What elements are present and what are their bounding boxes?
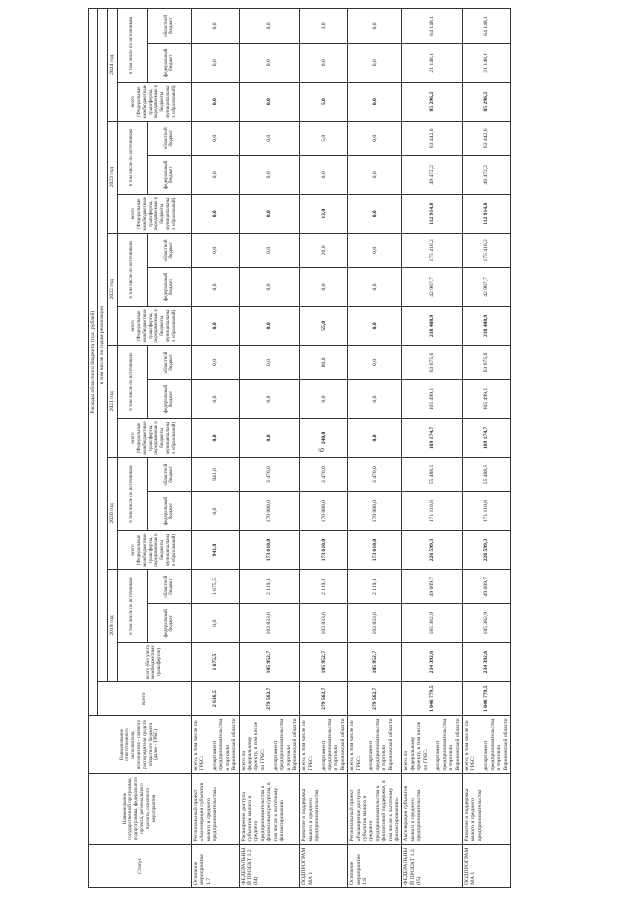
header-incl-sources: в том числе по источникам bbox=[117, 9, 147, 83]
cell-y2019-regional: 1 675,5 bbox=[191, 569, 239, 603]
header-federal: федеральный бюджет bbox=[147, 155, 191, 194]
row-executor: всего, в том числе по ГРБС: департамент предпринимательства и торговли Воронежской области bbox=[191, 716, 239, 773]
cell-y2020-total: 226 599,3 bbox=[402, 531, 463, 570]
header-program-name: Наименование государственной программы, подпрограммы, федерального проекта, регионального проекта, основного мероприятия bbox=[89, 773, 192, 844]
header-federal: федеральный бюджет bbox=[147, 604, 191, 643]
cell-y2021-regional: 80,0 bbox=[300, 345, 348, 379]
cell-y2024-total: 85 296,2 bbox=[402, 82, 463, 121]
page-number: 6 bbox=[317, 448, 326, 452]
cell-y2022-regional: 0,0 bbox=[191, 233, 239, 267]
header-incl-years: в том числе по годам реализации bbox=[98, 9, 107, 682]
cell-y2019-federal: 103 833,6 bbox=[239, 604, 300, 643]
cell-y2023-federal: 49 472,2 bbox=[402, 155, 463, 194]
cell-y2023-regional: 0,0 bbox=[239, 121, 300, 155]
cell-y2021-total: 0,0 bbox=[191, 419, 239, 458]
cell-y2024-total: 5,0 bbox=[300, 82, 348, 121]
row-status: ПОДПРОГРАММА 1 bbox=[300, 844, 348, 887]
header-year-2023: 2023 год bbox=[107, 121, 117, 233]
header-col-total: всего (Федеральные межбюджетные трансферты, передаваемые в бюджеты муниципальных образований) bbox=[117, 82, 191, 121]
cell-y2019-federal: 185 382,9 bbox=[463, 604, 511, 643]
cell-y2021-federal: 0,0 bbox=[348, 380, 402, 419]
cell-y2019-regional: 49 009,7 bbox=[463, 569, 511, 603]
row-total: 279 562,7 bbox=[300, 682, 348, 716]
row-total: 2 616,5 bbox=[191, 682, 239, 716]
cell-y2019-total: 234 392,6 bbox=[402, 643, 463, 682]
row-status: ПОДПРОГРАММА 1 bbox=[463, 844, 511, 887]
header-executor: Наименование ответственного исполнителя, исполнителя - главного распорядителя средств областного бюджета (далее - ГРБС) bbox=[89, 716, 192, 773]
row-status: Основное мероприятие 1.8 bbox=[348, 844, 402, 887]
cell-y2020-federal: 0,0 bbox=[191, 492, 239, 531]
cell-y2024-regional: 64 148,1 bbox=[402, 9, 463, 44]
row-executor: всего, в том числе по ГРБС: департамент предпринимательства и торговли Воронежской области bbox=[463, 716, 511, 773]
cell-y2023-total: 0,0 bbox=[239, 194, 300, 233]
cell-y2021-federal: 105 499,1 bbox=[402, 380, 463, 419]
row-program-name: Расширение доступа субъектов малого и среднего предпринимательства к финансовым ресурсам, в том числе к льготному финансированию bbox=[239, 773, 300, 844]
cell-y2019-total: 234 392,6 bbox=[463, 643, 511, 682]
cell-y2023-regional: 63 442,6 bbox=[402, 121, 463, 155]
cell-y2020-federal: 171 110,8 bbox=[463, 492, 511, 531]
cell-y2020-regional: 55 488,5 bbox=[402, 457, 463, 491]
cell-y2022-federal: 0,0 bbox=[300, 268, 348, 307]
cell-y2019-total: 105 952,7 bbox=[300, 643, 348, 682]
cell-y2022-regional: 0,0 bbox=[239, 233, 300, 267]
header-federal: федеральный бюджет bbox=[147, 43, 191, 82]
cell-y2023-federal: 0,0 bbox=[239, 155, 300, 194]
cell-y2021-total: 169 174,7 bbox=[463, 419, 511, 458]
row-executor: всего, в том числе по ГРБС: департамент предпринимательства и торговли Воронежской области bbox=[300, 716, 348, 773]
table-row bbox=[239, 9, 300, 888]
cell-y2020-federal: 170 080,0 bbox=[239, 492, 300, 531]
row-program-name: Акселерация субъектов малого и среднего предпринимательства bbox=[402, 773, 463, 844]
header-regional: областной бюджет bbox=[147, 121, 191, 155]
cell-y2024-total: 0,0 bbox=[348, 82, 402, 121]
cell-y2024-regional: 64 148,1 bbox=[463, 9, 511, 44]
cell-y2021-federal: 0,0 bbox=[300, 380, 348, 419]
cell-y2019-total: 1 675,5 bbox=[191, 643, 239, 682]
cell-y2024-total: 0,0 bbox=[239, 82, 300, 121]
header-regional: областной бюджет bbox=[147, 345, 191, 379]
header-federal: федеральный бюджет bbox=[147, 492, 191, 531]
cell-y2021-total: 0,0 bbox=[348, 419, 402, 458]
cell-y2019-total: 105 952,7 bbox=[239, 643, 300, 682]
header-regional: областной бюджет bbox=[147, 233, 191, 267]
cell-y2022-total: 0,0 bbox=[348, 306, 402, 345]
cell-y2023-federal: 0,0 bbox=[300, 155, 348, 194]
header-incl-sources: в том числе по источникам bbox=[117, 121, 147, 194]
header-expenses: Расходы областного бюджета (тыс. рублей) bbox=[89, 9, 98, 716]
cell-y2024-total: 85 296,2 bbox=[463, 82, 511, 121]
cell-y2020-federal: 170 080,0 bbox=[348, 492, 402, 531]
cell-y2024-regional: 0,0 bbox=[191, 9, 239, 44]
header-col-total: всего (без учета межбюджетных трансфертов) bbox=[117, 643, 191, 682]
header-regional: областной бюджет bbox=[147, 9, 191, 44]
cell-y2022-federal: 0,0 bbox=[191, 268, 239, 307]
cell-y2022-regional: 175 416,2 bbox=[463, 233, 511, 267]
cell-y2022-regional: 20,0 bbox=[300, 233, 348, 267]
table-row bbox=[402, 9, 463, 888]
table-row bbox=[348, 9, 402, 888]
cell-y2021-total: 240,0 bbox=[300, 419, 348, 458]
cell-y2024-regional: 0,0 bbox=[348, 9, 402, 44]
cell-y2024-federal: 0,0 bbox=[300, 43, 348, 82]
cell-y2024-federal: 0,0 bbox=[191, 43, 239, 82]
cell-y2022-total: 218 408,9 bbox=[463, 306, 511, 345]
cell-y2019-regional: 49 009,7 bbox=[402, 569, 463, 603]
row-total: 1 046 779,5 bbox=[463, 682, 511, 716]
row-program-name: Региональный проект «Расширение доступа субъектов малого и среднего предпринимательства к финансовой поддержке, в том числе к льготному финансированию» bbox=[348, 773, 402, 844]
cell-y2024-total: 0,0 bbox=[191, 82, 239, 121]
cell-y2020-federal: 171 110,8 bbox=[402, 492, 463, 531]
budget-table bbox=[88, 8, 511, 888]
header-col-total: всего (Федеральные межбюджетные трансферты, передаваемые в бюджеты муниципальных образований) bbox=[117, 306, 191, 345]
cell-y2023-regional: 0,0 bbox=[348, 121, 402, 155]
cell-y2022-total: 0,0 bbox=[191, 306, 239, 345]
cell-y2020-federal: 170 080,0 bbox=[300, 492, 348, 531]
header-incl-sources: в том числе по источникам bbox=[117, 233, 147, 306]
cell-y2021-federal: 105 499,1 bbox=[463, 380, 511, 419]
cell-y2020-total: 173 610,0 bbox=[348, 531, 402, 570]
cell-y2019-regional: 2 119,1 bbox=[348, 569, 402, 603]
cell-y2023-regional: 5,0 bbox=[300, 121, 348, 155]
row-program-name: Региональный проект «Акселерация субъектов малого и среднего предпринимательства» bbox=[191, 773, 239, 844]
cell-y2020-regional: 3 470,0 bbox=[348, 457, 402, 491]
header-year-2020: 2020 год bbox=[107, 457, 117, 569]
header-federal: федеральный бюджет bbox=[147, 268, 191, 307]
cell-y2021-total: 169 174,7 bbox=[402, 419, 463, 458]
cell-y2024-federal: 21 148,1 bbox=[402, 43, 463, 82]
header-status: Статус bbox=[89, 844, 192, 887]
cell-y2022-federal: 42 987,7 bbox=[463, 268, 511, 307]
header-incl-sources: в том числе по источникам bbox=[117, 345, 147, 418]
cell-y2021-total: 0,0 bbox=[239, 419, 300, 458]
cell-y2020-total: 226 599,3 bbox=[463, 531, 511, 570]
cell-y2024-federal: 0,0 bbox=[239, 43, 300, 82]
cell-y2019-federal: 0,0 bbox=[191, 604, 239, 643]
cell-y2020-regional: 3 470,0 bbox=[300, 457, 348, 491]
header-year-2019: 2019 год bbox=[107, 569, 117, 681]
row-status: ФЕДЕРАЛЬНЫЙ ПРОЕКТ 1.3 (I5) bbox=[402, 844, 463, 887]
cell-y2019-federal: 185 382,9 bbox=[402, 604, 463, 643]
cell-y2022-total: 218 408,9 bbox=[402, 306, 463, 345]
cell-y2022-federal: 42 987,7 bbox=[402, 268, 463, 307]
header-regional: областной бюджет bbox=[147, 457, 191, 491]
header-incl-sources: в том числе по источникам bbox=[117, 457, 147, 530]
cell-y2019-regional: 2 119,1 bbox=[300, 569, 348, 603]
cell-y2022-regional: 0,0 bbox=[348, 233, 402, 267]
cell-y2023-total: 112 914,8 bbox=[402, 194, 463, 233]
cell-y2023-regional: 0,0 bbox=[191, 121, 239, 155]
header-col-total: всего (Федеральные межбюджетные трансферты, передаваемые в бюджеты муниципальных образований) bbox=[117, 194, 191, 233]
cell-y2024-federal: 0,0 bbox=[348, 43, 402, 82]
header-total: всего bbox=[98, 682, 191, 716]
cell-y2020-regional: 55 488,5 bbox=[463, 457, 511, 491]
row-executor: всего, в том числе по ГРБС: департамент предпринимательства и торговли Воронежской области bbox=[348, 716, 402, 773]
row-executor: всего по федеральному проекту, в том числе по ГРБС: департамент предпринимательства и торговли Воронежской области bbox=[239, 716, 300, 773]
cell-y2024-regional: 0,0 bbox=[239, 9, 300, 44]
table-row bbox=[191, 9, 239, 888]
header-col-total: всего (Федеральные межбюджетные трансферты, передаваемые в бюджеты муниципальных образований) bbox=[117, 419, 191, 458]
cell-y2023-total: 0,0 bbox=[348, 194, 402, 233]
header-year-2022: 2022 год bbox=[107, 233, 117, 345]
cell-y2023-regional: 63 442,6 bbox=[463, 121, 511, 155]
cell-y2024-regional: 3,0 bbox=[300, 9, 348, 44]
cell-y2019-regional: 2 119,1 bbox=[239, 569, 300, 603]
row-program-name: Развитие и поддержка малого и среднего предпринимательства bbox=[300, 773, 348, 844]
cell-y2023-federal: 49 472,2 bbox=[463, 155, 511, 194]
cell-y2022-federal: 0,0 bbox=[239, 268, 300, 307]
header-regional: областной бюджет bbox=[147, 569, 191, 603]
row-status: Основное мероприятие 1.7 bbox=[191, 844, 239, 887]
cell-y2020-total: 173 610,0 bbox=[239, 531, 300, 570]
cell-y2023-total: 0,0 bbox=[191, 194, 239, 233]
header-federal: федеральный бюджет bbox=[147, 380, 191, 419]
cell-y2021-federal: 0,0 bbox=[239, 380, 300, 419]
cell-y2021-regional: 0,0 bbox=[239, 345, 300, 379]
header-year-2021: 2021 год bbox=[107, 345, 117, 457]
header-col-total: всего (Федеральные межбюджетные трансферты, передаваемые в бюджеты муниципальных образований) bbox=[117, 531, 191, 570]
cell-y2019-total: 105 952,7 bbox=[348, 643, 402, 682]
cell-y2021-regional: 0,0 bbox=[348, 345, 402, 379]
cell-y2020-total: 941,0 bbox=[191, 531, 239, 570]
row-total: 279 562,7 bbox=[348, 682, 402, 716]
table-row bbox=[463, 9, 511, 888]
cell-y2019-federal: 103 833,6 bbox=[300, 604, 348, 643]
cell-y2023-total: 13,0 bbox=[300, 194, 348, 233]
cell-y2020-total: 173 610,0 bbox=[300, 531, 348, 570]
table-row bbox=[300, 9, 348, 888]
cell-y2022-federal: 0,0 bbox=[348, 268, 402, 307]
cell-y2024-federal: 21 148,1 bbox=[463, 43, 511, 82]
cell-y2021-regional: 63 675,6 bbox=[402, 345, 463, 379]
cell-y2020-regional: 3 470,0 bbox=[239, 457, 300, 491]
cell-y2020-regional: 941,0 bbox=[191, 457, 239, 491]
row-executor: всего по федеральному проекту, в том числе по ГРБС: департамент предпринимательства и торговли Воронежской области bbox=[402, 716, 463, 773]
row-program-name: Развитие и поддержка малого и среднего предпринимательства bbox=[463, 773, 511, 844]
header-incl-sources: в том числе по источникам bbox=[117, 569, 147, 642]
cell-y2022-total: 55,0 bbox=[300, 306, 348, 345]
row-status: ФЕДЕРАЛЬНЫЙ ПРОЕКТ 1.2 (I4) bbox=[239, 844, 300, 887]
table-body bbox=[191, 9, 510, 888]
cell-y2022-regional: 175 416,2 bbox=[402, 233, 463, 267]
cell-y2021-regional: 0,0 bbox=[191, 345, 239, 379]
header-year-2024: 2024 год bbox=[107, 9, 117, 122]
cell-y2021-regional: 63 675,6 bbox=[463, 345, 511, 379]
cell-y2023-total: 112 914,8 bbox=[463, 194, 511, 233]
cell-y2022-total: 0,0 bbox=[239, 306, 300, 345]
row-total: 1 046 779,5 bbox=[402, 682, 463, 716]
cell-y2023-federal: 0,0 bbox=[191, 155, 239, 194]
rotated-table-wrapper bbox=[88, 8, 598, 888]
row-total: 279 562,7 bbox=[239, 682, 300, 716]
cell-y2023-federal: 0,0 bbox=[348, 155, 402, 194]
cell-y2021-federal: 0,0 bbox=[191, 380, 239, 419]
cell-y2019-federal: 103 833,6 bbox=[348, 604, 402, 643]
